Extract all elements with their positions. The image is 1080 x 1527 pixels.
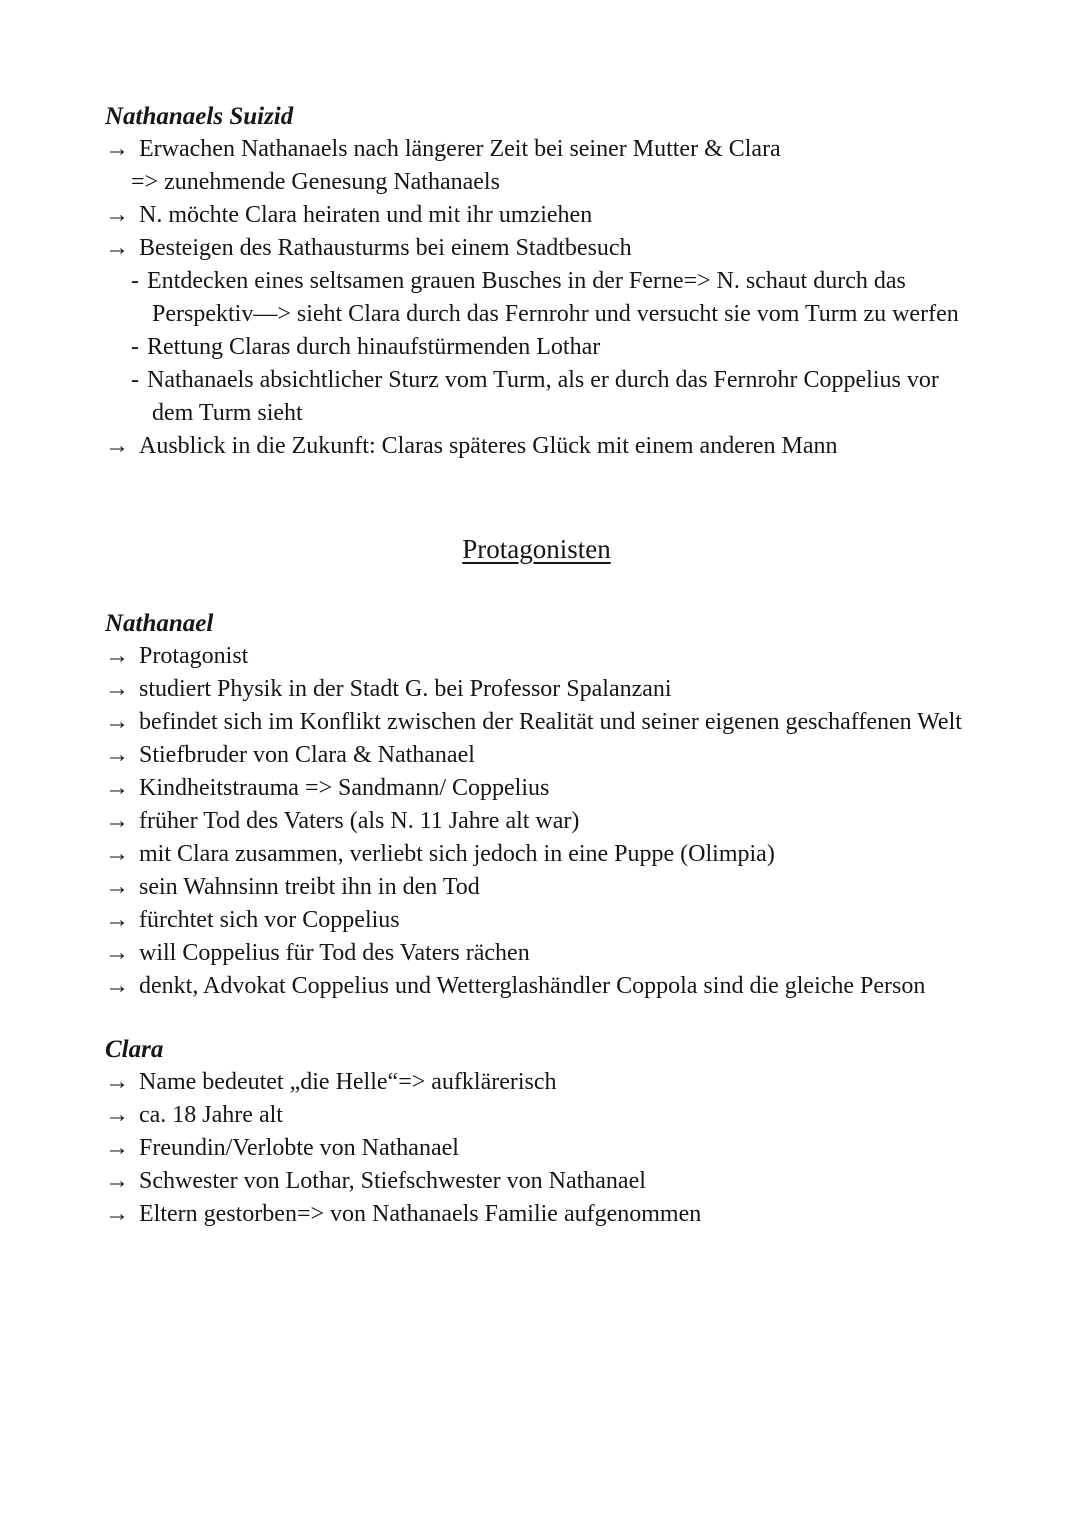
list-item-text: will Coppelius für Tod des Vaters rächen xyxy=(139,940,530,966)
list-item-arrow xyxy=(105,199,968,232)
list-item-text: befindet sich im Konflikt zwischen der Realität und seiner eigenen geschaffenen Welt xyxy=(139,709,962,735)
list-item-text: Nathanaels absichtlicher Sturz vom Turm, als er durch das Fernrohr Coppelius vor dem Turm sieht xyxy=(147,367,939,426)
list-item-text: Schwester von Lothar, Stiefschwester von Nathanael xyxy=(139,1168,646,1194)
list-item-dash xyxy=(105,331,968,364)
arrow-bullet-icon: → xyxy=(105,202,129,228)
list-item-text: Protagonist xyxy=(139,643,249,669)
list-item-text: Freundin/Verlobte von Nathanael xyxy=(139,1135,459,1161)
list-item-arrow xyxy=(105,430,968,463)
arrow-bullet-icon: → xyxy=(105,808,129,834)
arrow-bullet-icon: → xyxy=(105,433,129,459)
list-item-arrow xyxy=(105,640,968,673)
arrow-bullet-icon: → xyxy=(105,907,129,933)
list-item-text: N. möchte Clara heiraten und mit ihr umziehen xyxy=(139,202,593,228)
list-item-arrow xyxy=(105,904,968,937)
list-item-text: Kindheitstrauma => Sandmann/ Coppelius xyxy=(139,775,550,801)
list-item-arrow xyxy=(105,232,968,265)
arrow-bullet-icon: → xyxy=(105,235,129,261)
arrow-bullet-icon: → xyxy=(105,1168,129,1194)
arrow-bullet-icon: → xyxy=(105,676,129,702)
list-item-arrow xyxy=(105,133,968,166)
page-title: Protagonisten xyxy=(462,534,611,564)
arrow-bullet-icon: → xyxy=(105,1135,129,1161)
list-item-text: denkt, Advokat Coppelius und Wetterglashändler Coppola sind die gleiche Person xyxy=(139,973,926,999)
list-item-text: fürchtet sich vor Coppelius xyxy=(139,907,400,933)
arrow-bullet-icon: → xyxy=(105,1069,129,1095)
list-item-text: Entdecken eines seltsamen grauen Busches in der Ferne=> N. schaut durch das Perspektiv—> sieht Clara durch das Fernrohr und versucht sie vom Turm zu werfen xyxy=(147,268,959,327)
list-item-arrow xyxy=(105,739,968,772)
arrow-bullet-icon: → xyxy=(105,874,129,900)
list-item-text: Rettung Claras durch hinaufstürmenden Lothar xyxy=(147,334,601,360)
list-item-arrow xyxy=(105,871,968,904)
list-item-arrow xyxy=(105,937,968,970)
list-item-arrow xyxy=(105,772,968,805)
arrow-bullet-icon: → xyxy=(105,940,129,966)
list-item-arrow xyxy=(105,1099,968,1132)
section-heading: Clara xyxy=(105,1036,164,1063)
list-item-text: Erwachen Nathanaels nach längerer Zeit bei seiner Mutter & Clara xyxy=(139,136,781,162)
arrow-bullet-icon: → xyxy=(105,136,129,162)
arrow-bullet-icon: → xyxy=(105,709,129,735)
list-item-text: Stiefbruder von Clara & Nathanael xyxy=(139,742,475,768)
list-item-text: früher Tod des Vaters (als N. 11 Jahre alt war) xyxy=(139,808,580,834)
list-item-arrow xyxy=(105,970,968,1003)
list-item-arrow xyxy=(105,1132,968,1165)
list-item-text: ca. 18 Jahre alt xyxy=(139,1102,283,1128)
dash-bullet-icon: - xyxy=(131,367,139,393)
list-item-dash xyxy=(105,364,968,430)
list-item-arrow xyxy=(105,1165,968,1198)
list-item-text: studiert Physik in der Stadt G. bei Professor Spalanzani xyxy=(139,676,672,702)
arrow-bullet-icon: → xyxy=(105,1102,129,1128)
arrow-bullet-icon: → xyxy=(105,775,129,801)
arrow-bullet-icon: → xyxy=(105,742,129,768)
list-item-subline: => zunehmende Genesung Nathanaels xyxy=(131,169,500,195)
list-item-arrow xyxy=(105,706,968,739)
list-item-text: Besteigen des Rathausturms bei einem Stadtbesuch xyxy=(139,235,632,261)
list-item-arrow xyxy=(105,1066,968,1099)
list-item-text: Ausblick in die Zukunft: Claras späteres Glück mit einem anderen Mann xyxy=(139,433,838,459)
list-item-text: Name bedeutet „die Helle“=> aufklärerisch xyxy=(139,1069,557,1095)
dash-bullet-icon: - xyxy=(131,268,139,294)
dash-bullet-icon: - xyxy=(131,334,139,360)
list-item-dash xyxy=(105,265,968,331)
arrow-bullet-icon: → xyxy=(105,643,129,669)
arrow-bullet-icon: → xyxy=(105,841,129,867)
list-item-text: sein Wahnsinn treibt ihn in den Tod xyxy=(139,874,480,900)
list-item-arrow xyxy=(105,673,968,706)
arrow-bullet-icon: → xyxy=(105,1201,129,1227)
list-item-arrow xyxy=(105,805,968,838)
list-item-text: Eltern gestorben=> von Nathanaels Familie aufgenommen xyxy=(139,1201,702,1227)
list-item-arrow xyxy=(105,1198,968,1231)
section-heading: Nathanaels Suizid xyxy=(105,103,294,130)
list-item-text: mit Clara zusammen, verliebt sich jedoch in eine Puppe (Olimpia) xyxy=(139,841,775,867)
section-heading: Nathanael xyxy=(105,610,214,637)
list-item-arrow xyxy=(105,838,968,871)
arrow-bullet-icon: → xyxy=(105,973,129,999)
